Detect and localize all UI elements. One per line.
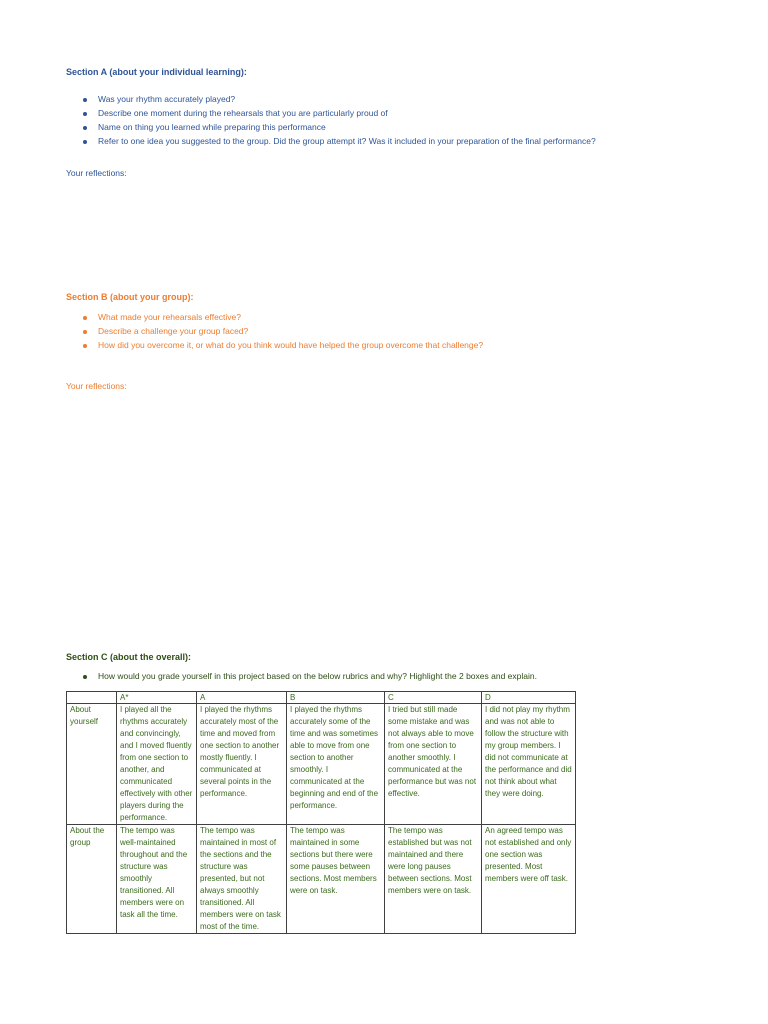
- section-c-questions: [80, 671, 537, 685]
- table-row: [67, 825, 576, 934]
- rubric-cell[interactable]: I tried but still made some mistake and was not always able to move from one section to another smoothly. I communicated at the performance but was not effective.: [385, 704, 482, 825]
- section-b-question: What made your rehearsals effective?: [80, 312, 483, 326]
- rubric-header-c: C: [385, 692, 482, 704]
- rubric-header-empty: [67, 692, 117, 704]
- rubric-header-b: B: [287, 692, 385, 704]
- section-a-question: Was your rhythm accurately played?: [80, 94, 596, 108]
- section-a-question: Name on thing you learned while preparing this performance: [80, 122, 596, 136]
- section-c-question: How would you grade yourself in this project based on the below rubrics and why? Highlight the 2 boxes and explain.: [80, 671, 537, 685]
- section-b-question: Describe a challenge your group faced?: [80, 326, 483, 340]
- rubric-table: [66, 691, 576, 934]
- section-b-reflections-label: Your reflections:: [66, 381, 127, 391]
- rubric-cell[interactable]: I played all the rhythms accurately and convincingly, and I moved fluently from one section to another, and communicated effectively with other players during the performance.: [117, 704, 197, 825]
- rubric-header-d: D: [482, 692, 576, 704]
- rubric-header-a-star: A*: [117, 692, 197, 704]
- rubric-row-label: About the group: [67, 825, 117, 934]
- rubric-header-row: [67, 692, 576, 704]
- rubric-cell[interactable]: The tempo was maintained in most of the sections and the structure was presented, but not always smoothly transitioned. All members were on task most of the time.: [197, 825, 287, 934]
- rubric-cell[interactable]: The tempo was maintained in some sections but there were some pauses between sections. Most members were on task.: [287, 825, 385, 934]
- rubric-cell[interactable]: I played the rhythms accurately some of the time and was sometimes able to move from one section to another smoothly. I communicated at the beginning and end of the performance.: [287, 704, 385, 825]
- section-c-heading: Section C (about the overall):: [66, 652, 192, 662]
- rubric-cell[interactable]: The tempo was well-maintained throughout and the structure was smoothly transitioned. All members were on task all the time.: [117, 825, 197, 934]
- section-a-questions: [80, 94, 596, 150]
- section-b-question: How did you overcome it, or what do you think would have helped the group overcome that challenge?: [80, 340, 483, 354]
- section-a-reflections-label: Your reflections:: [66, 168, 127, 178]
- section-a-heading: Section A (about your individual learning):: [66, 67, 247, 77]
- table-row: [67, 704, 576, 825]
- section-a-question: Describe one moment during the rehearsals that you are particularly proud of: [80, 108, 596, 122]
- rubric-cell[interactable]: I did not play my rhythm and was not able to follow the structure with my group members. I did not communicate at the performance and did not think about what they were doing.: [482, 704, 576, 825]
- rubric-header-a: A: [197, 692, 287, 704]
- section-b-heading: Section B (about your group):: [66, 292, 194, 302]
- rubric-cell[interactable]: An agreed tempo was not established and only one section was presented. Most members were off task.: [482, 825, 576, 934]
- rubric-row-label: About yourself: [67, 704, 117, 825]
- rubric-cell[interactable]: The tempo was established but was not maintained and there were long pauses between sections. Most members were on task.: [385, 825, 482, 934]
- section-b-questions: [80, 312, 483, 354]
- rubric-cell[interactable]: I played the rhythms accurately most of the time and moved from one section to another mostly fluently. I communicated at several points in the performance.: [197, 704, 287, 825]
- section-a-question: Refer to one idea you suggested to the group. Did the group attempt it? Was it included in your preparation of the final performance?: [80, 136, 596, 150]
